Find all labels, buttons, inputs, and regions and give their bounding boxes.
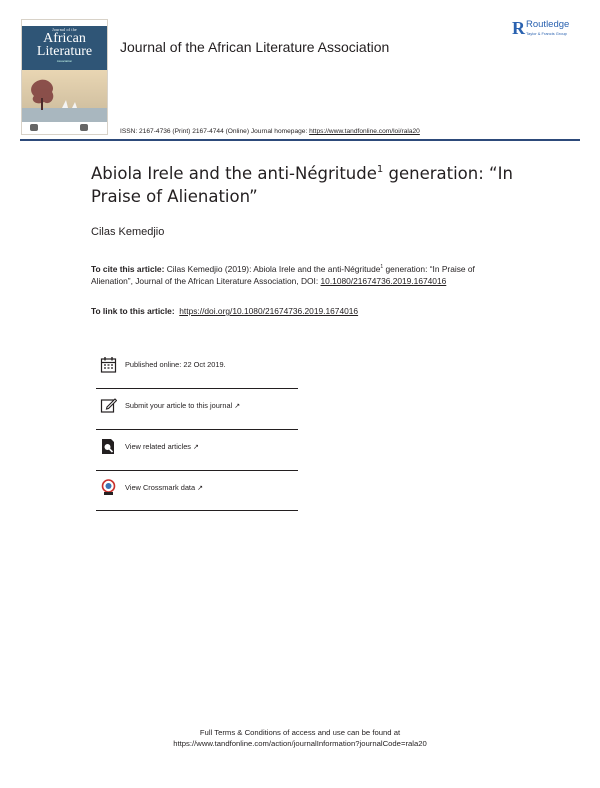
title-footnote-mark: 1 xyxy=(376,164,384,175)
journal-homepage-link[interactable]: https://www.tandfonline.com/loi/rala20 xyxy=(309,128,420,135)
title-part1: Abiola Irele and the anti-Négritude xyxy=(91,164,377,183)
related-articles-icon xyxy=(100,438,117,455)
routledge-logo xyxy=(512,18,584,40)
cover-logo-icon xyxy=(30,124,38,131)
submit-row[interactable] xyxy=(96,389,298,430)
published-row xyxy=(96,348,298,389)
external-link-icon: ↗ xyxy=(234,403,241,410)
article-title xyxy=(91,162,531,208)
crossmark-row[interactable] xyxy=(96,471,298,511)
footer-line-1: Full Terms & Conditions of access and use can be found at xyxy=(199,728,401,737)
citation-text-2: generation: “In Praise of Alienation”, Journal of the African Literature Association, DOI: xyxy=(91,264,475,286)
citation-label: To cite this article: xyxy=(91,264,165,274)
crossmark-link[interactable] xyxy=(125,483,203,492)
external-link-icon: ↗ xyxy=(197,485,203,492)
related-articles-label: View related articles xyxy=(125,442,191,451)
citation-doi-link[interactable]: 10.1080/21674736.2019.1674016 xyxy=(320,276,447,286)
publisher-name: Routledge xyxy=(526,19,570,30)
calendar-icon xyxy=(100,356,117,373)
issn-text: ISSN: 2167-4736 (Print) 2167-4744 (Online) Journal homepage: xyxy=(120,128,310,135)
article-doi-link[interactable]: https://doi.org/10.1080/21674736.2019.1674016 xyxy=(179,306,359,316)
cover-top-line: Journal of the xyxy=(52,27,77,32)
cover-title-band xyxy=(22,26,107,70)
header-divider xyxy=(20,139,580,141)
citation-footnote-mark: 1 xyxy=(380,264,384,270)
article-link-line xyxy=(91,306,358,316)
edit-icon xyxy=(100,397,117,414)
cover-artwork xyxy=(22,70,108,124)
published-date: Published online: 22 Oct 2019. xyxy=(125,360,226,369)
crossmark-label: View Crossmark data xyxy=(125,483,196,492)
terms-footer xyxy=(0,727,600,749)
link-label: To link to this article: xyxy=(91,306,175,316)
citation-text-1: Cilas Kemedjio (2019): Abiola Irele and the anti-Négritude xyxy=(164,264,381,274)
cover-subtitle: Association xyxy=(56,59,73,63)
publisher-tagline: Taylor & Francis Group xyxy=(526,31,567,36)
related-articles-link[interactable] xyxy=(125,442,199,451)
routledge-mark-icon: R xyxy=(512,18,525,38)
footer-terms-link[interactable]: https://www.tandfonline.com/action/journalInformation?journalCode=rala20 xyxy=(173,739,427,748)
cover-title-line2: Literature xyxy=(36,44,93,59)
crossmark-icon xyxy=(100,479,117,496)
journal-cover-image xyxy=(21,19,108,135)
journal-name: Journal of the African Literature Association xyxy=(120,39,390,55)
submit-article-link[interactable] xyxy=(125,401,240,410)
article-author: Cilas Kemedjio xyxy=(91,226,165,238)
cover-footer xyxy=(22,122,107,134)
title-part2: generation: “In Praise of Alienation” xyxy=(91,164,513,206)
article-info-box xyxy=(96,348,298,511)
issn-line xyxy=(120,128,420,135)
cover-title-line1: African xyxy=(43,31,86,46)
external-link-icon: ↗ xyxy=(193,444,199,451)
citation-block xyxy=(91,263,511,287)
related-row[interactable] xyxy=(96,430,298,471)
submit-article-label: Submit your article to this journal xyxy=(125,401,233,410)
cover-publisher-icon xyxy=(80,124,88,131)
